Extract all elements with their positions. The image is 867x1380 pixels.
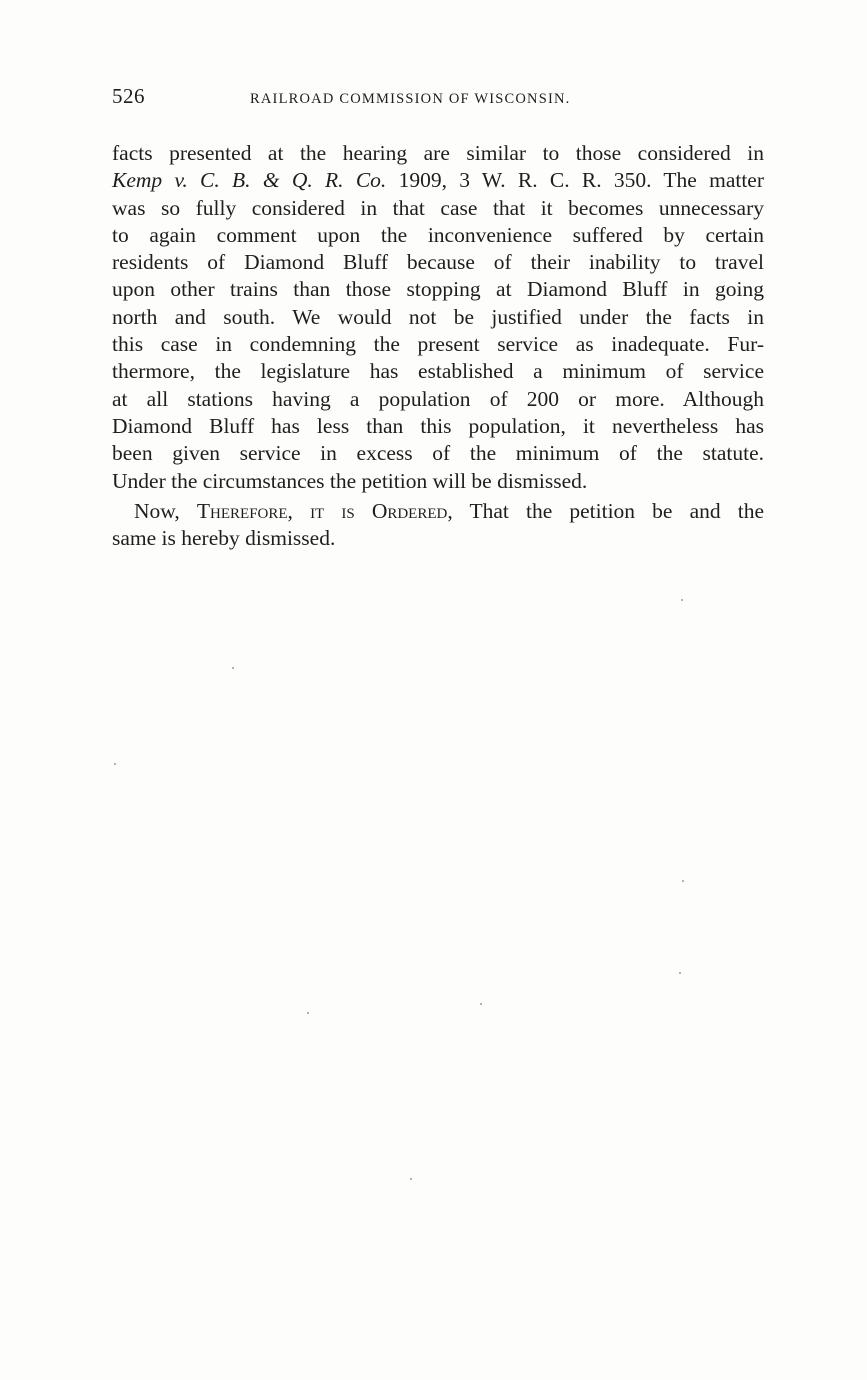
- text-line: to again comment upon the inconvenience suffered by certain: [112, 222, 764, 247]
- paragraph-1: [112, 140, 764, 495]
- order-text: That the petition be and the: [469, 498, 765, 523]
- running-head: RAILROAD COMMISSION OF WISCONSIN.: [250, 91, 571, 107]
- order-line: [112, 498, 764, 525]
- body-text: [112, 140, 764, 552]
- order-it-is: it is: [310, 498, 355, 523]
- order-now: Now,: [134, 498, 180, 523]
- text-line: north and south. We would not be justified under the facts in: [112, 304, 764, 329]
- citation-reference: 1909, 3 W. R. C. R. 350. The matter: [398, 168, 765, 193]
- text-line: was so fully considered in that case that it becomes unnecessary: [112, 195, 764, 220]
- case-citation: Kemp v. C. B. & Q. R. Co.: [112, 168, 387, 193]
- paragraph-2: [112, 498, 764, 553]
- text-line: at all stations having a population of 200 or more. Although: [112, 386, 764, 411]
- page-number: 526: [112, 84, 145, 108]
- text-line: upon other trains than those stopping at Diamond Bluff in going: [112, 277, 764, 302]
- scan-speck: [410, 1178, 412, 1180]
- scan-speck: [232, 667, 234, 669]
- order-line: same is hereby dismissed.: [112, 526, 336, 551]
- order-therefore: Therefore,: [196, 498, 293, 523]
- order-ordered: Ordered,: [371, 498, 453, 523]
- scan-speck: [679, 972, 681, 974]
- scan-speck: [682, 880, 684, 882]
- scan-speck: [480, 1003, 482, 1005]
- text-line: thermore, the legislature has established a minimum of service: [112, 359, 764, 384]
- text-line: [112, 167, 764, 194]
- text-line: facts presented at the hearing are similar to those considered in: [112, 141, 764, 165]
- scan-speck: [307, 1012, 309, 1014]
- text-line: Diamond Bluff has less than this population, it nevertheless has: [112, 413, 764, 438]
- scan-speck: [681, 599, 683, 601]
- text-line: residents of Diamond Bluff because of their inability to travel: [112, 250, 764, 275]
- page-header: [112, 84, 652, 114]
- text-line: this case in condemning the present service as inadequate. Fur-: [112, 332, 764, 357]
- text-line: Under the circumstances the petition will be dismissed.: [112, 468, 588, 493]
- text-line: been given service in excess of the minimum of the statute.: [112, 441, 764, 466]
- scan-speck: [114, 763, 116, 765]
